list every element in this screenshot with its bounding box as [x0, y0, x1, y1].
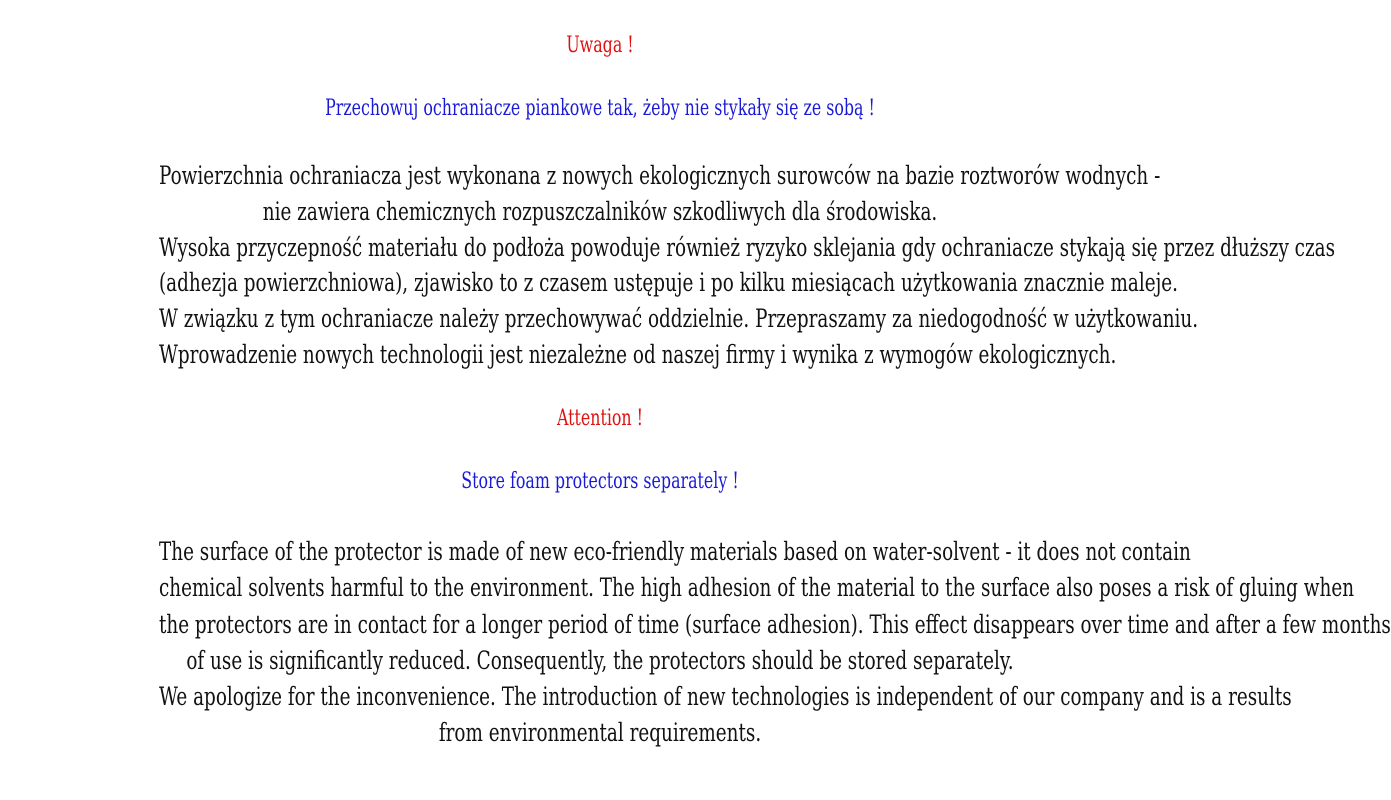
polish-paragraph-line: Wysoka przyczepność materiału do podłoża powoduje również ryzyko sklejania gdy ochraniacze stykają się przez dłuższy czas — [159, 233, 1336, 262]
english-paragraph-line: of use is significantly reduced. Consequently, the protectors should be stored separately. — [186, 646, 1014, 675]
english-title: Attention ! — [556, 406, 644, 431]
polish-paragraph-line: (adhezja powierzchniowa), zjawisko to z czasem ustępuje i po kilku miesiącach użytkowania znacznie maleje. — [159, 268, 1179, 297]
english-paragraph-line: The surface of the protector is made of new eco-friendly materials based on water-solvent - it does not contain — [159, 537, 1191, 566]
english-paragraph-line: the protectors are in contact for a longer period of time (surface adhesion). This effect disappears over time and after a few months — [159, 610, 1391, 639]
polish-subtitle: Przechowuj ochraniacze piankowe tak, żeby nie stykały się ze sobą ! — [325, 96, 875, 121]
polish-paragraph-line: Powierzchnia ochraniacza jest wykonana z nowych ekologicznych surowców na bazie roztworów wodnych - — [159, 161, 1161, 190]
english-subtitle: Store foam protectors separately ! — [461, 469, 739, 494]
polish-paragraph-line: W związku z tym ochraniacze należy przechowywać oddzielnie. Przepraszamy za niedogodność w użytkowaniu. — [159, 304, 1199, 333]
polish-paragraph-line: nie zawiera chemicznych rozpuszczalników szkodliwych dla środowiska. — [262, 197, 938, 226]
polish-title: Uwaga ! — [566, 33, 634, 58]
english-paragraph-line: We apologize for the inconvenience. The introduction of new technologies is independent of our company and is a results — [159, 682, 1292, 711]
polish-paragraph-line: Wprowadzenie nowych technologii jest niezależne od naszej firmy i wynika z wymogów ekologicznych. — [159, 340, 1117, 369]
english-paragraph-line: chemical solvents harmful to the environment. The high adhesion of the material to the surface also poses a risk of gluing when — [159, 573, 1355, 602]
english-paragraph-line: from environmental requirements. — [438, 718, 762, 747]
